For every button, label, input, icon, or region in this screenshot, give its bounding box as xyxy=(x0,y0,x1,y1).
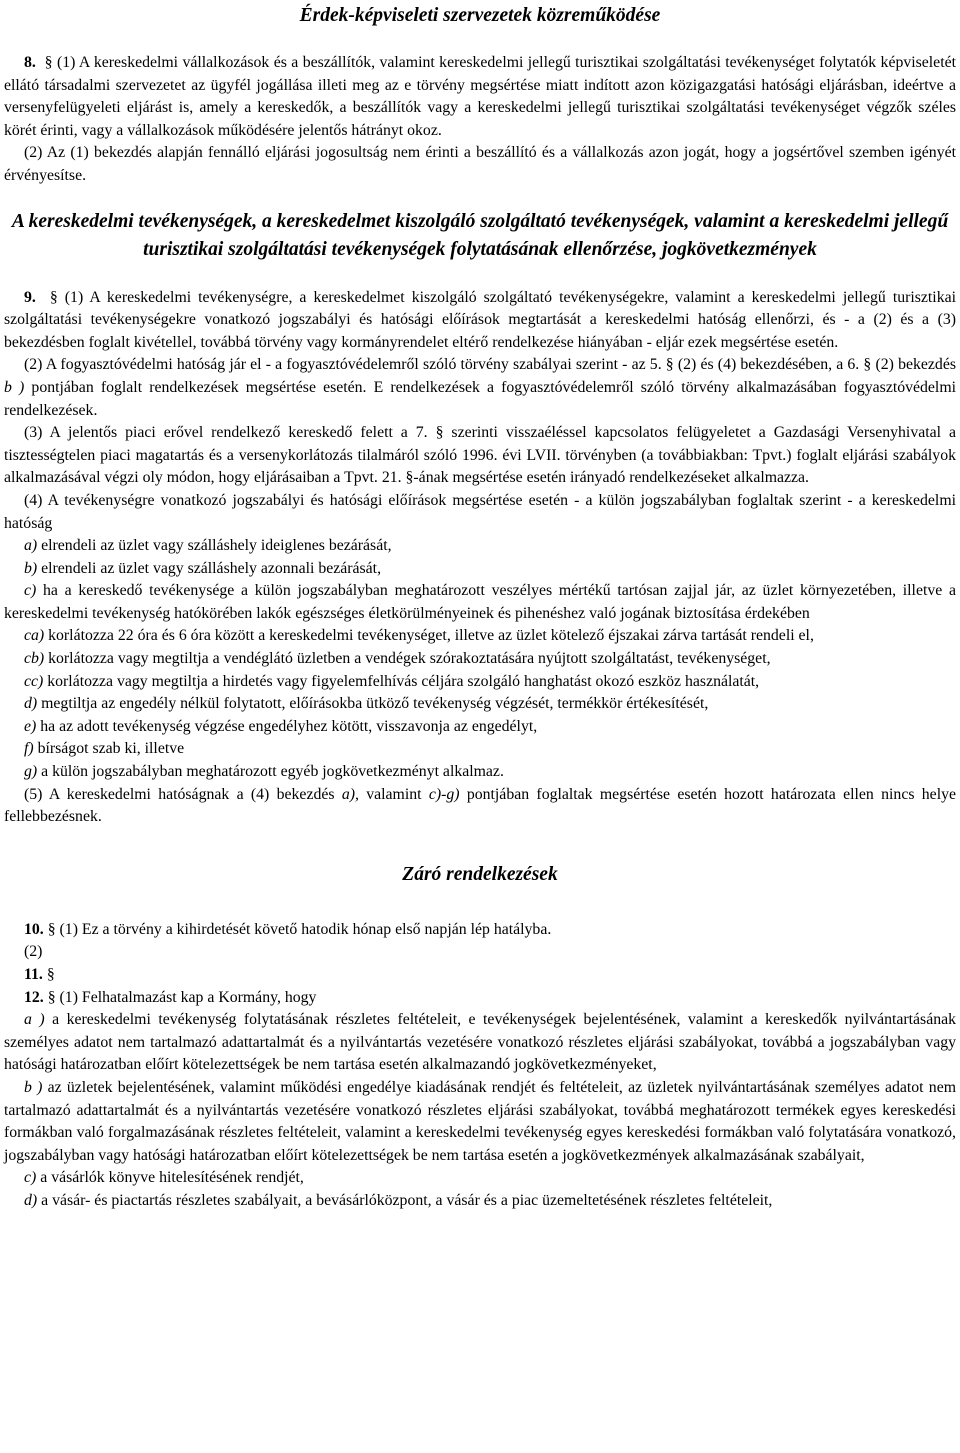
item-label: ca) xyxy=(24,627,45,645)
item-label: f) xyxy=(24,740,34,758)
s12-paragraph xyxy=(4,987,956,1010)
s8-paragraph-2: (2) Az (1) bekezdés alapján fennálló eljárási jogosultság nem érinti a beszállító és a vállalkozás azon jogát, hogy a jogsértővel szemben igényét érvényesítse. xyxy=(4,144,956,184)
s9-item xyxy=(4,580,956,625)
item-label: a) xyxy=(24,537,38,555)
s9-paragraph-1 xyxy=(4,287,956,355)
item-text: a vásár- és piactartás részletes szabályait, a bevásárlóközpont, a vásár és a piac üzemeltetésének részletes feltételeit, xyxy=(37,1191,773,1209)
s12-text: § (1) Felhatalmazást kap a Kormány, hogy xyxy=(43,988,317,1006)
s10-number: 10. xyxy=(24,920,44,938)
s9-p5-point-ref-cg: c)-g) xyxy=(428,785,460,803)
s9-p2-text-a: (2) A fogyasztóvédelmi hatóság jár el - a fogyasztóvédelemről szóló törvény szabályai szerint - az 5. § (2) és (4) bekezdésében, a 6. § (2) bekezdés xyxy=(24,356,956,374)
item-text: elrendeli az üzlet vagy szálláshely ideiglenes bezárását, xyxy=(37,537,392,555)
s8-number: 8. xyxy=(24,54,36,71)
s9-p2-point-ref: b ) xyxy=(4,378,25,396)
item-label: g) xyxy=(24,763,38,781)
item-text: ha a kereskedő tevékenysége a külön jogszabályban meghatározott veszélyes mértékű tartósan zajjal jár, az üzlet környezetében, illetve a kereskedelmi tevékenység hatókörében lakók egészséges életkörülményeinek és pihenéshez való jogának biztosítása érdekében xyxy=(4,582,956,622)
s9-p5-text-a: (5) A kereskedelmi hatóságnak a (4) bekezdés xyxy=(24,785,342,803)
item-text: korlátozza 22 óra és 6 óra között a kereskedelmi tevékenységet, illetve az üzlet kötelező éjszakai zárva tartását rendeli el, xyxy=(44,627,814,645)
s12-item xyxy=(4,1167,956,1190)
item-text: a vásárlók könyve hitelesítésének rendjét, xyxy=(36,1169,304,1187)
s10-paragraph-2: (2) xyxy=(24,943,43,961)
item-label: d) xyxy=(24,695,38,713)
section-heading-interest-representation: Érdek-képviseleti szervezetek közreműködése xyxy=(299,5,661,26)
s9-paragraph-4: (4) A tevékenységre vonatkozó jogszabályi és hatósági előírások megsértése esetén - a külön jogszabályban foglaltak szerint - a kereskedelmi hatóság xyxy=(4,491,956,532)
item-label: d) xyxy=(24,1191,38,1209)
s10-paragraph xyxy=(4,919,956,942)
item-label: b) xyxy=(24,559,38,577)
s8-paragraph-1 xyxy=(4,52,956,142)
s9-number: 9. xyxy=(24,288,36,306)
s9-item xyxy=(4,535,956,558)
section-heading-final-provisions: Záró rendelkezések xyxy=(402,863,558,885)
s9-item xyxy=(4,625,956,648)
s10-text: § (1) Ez a törvény a kihirdetését követő hatodik hónap első napján lép hatályba. xyxy=(43,920,552,938)
item-label: c) xyxy=(24,1169,37,1187)
s12-item xyxy=(4,1009,956,1077)
item-text: megtiltja az engedély nélkül folytatott, előírásokba ütköző tevékenység végzését, termékkör értékesítését, xyxy=(37,695,709,713)
item-text: korlátozza vagy megtiltja a vendéglátó üzletben a vendégek szórakoztatására nyújtott szolgáltatást, tevékenységet, xyxy=(44,650,771,668)
item-label: cc) xyxy=(24,672,44,690)
s12-item-list xyxy=(4,1009,956,1212)
s11-text: § xyxy=(42,966,55,983)
item-label: b ) xyxy=(24,1078,43,1096)
item-label: cb) xyxy=(24,650,45,668)
s9-paragraph-3: (3) A jelentős piaci erővel rendelkező kereskedő felett a 7. § szerinti visszaéléssel kapcsolatos felügyeletet a Gazdasági Versenyhivatal a tisztességtelen piaci magatartás és a versenykorlátozás tilalmáról szóló 1996. évi LVII. törvényben (a továbbiakban: Tpvt.) foglalt eljárási szabályok alkalmazásával végzi oly módon, hogy eljárásaiban a Tpvt. 21. §-ának megsértése esetén irányadó rendelkezéseket alkalmazza. xyxy=(4,424,956,487)
s9-item xyxy=(4,693,956,716)
item-label: e) xyxy=(24,717,37,735)
s9-item xyxy=(4,648,956,671)
s9-p5-text-e: pontjában foglaltak megsértése esetén hozott határozata ellen nincs helye fellebbezésnek. xyxy=(4,785,956,826)
item-text: a külön jogszabályban meghatározott egyéb jogkövetkezményt alkalmaz. xyxy=(37,763,504,781)
s9-item-list xyxy=(4,535,956,784)
s9-item xyxy=(4,671,956,694)
s9-p5-point-ref-a: a), xyxy=(341,785,359,803)
item-label: a ) xyxy=(24,1011,45,1029)
item-label: c) xyxy=(24,582,37,600)
s12-item xyxy=(4,1077,956,1167)
item-text: elrendeli az üzlet vagy szálláshely azonnali bezárását, xyxy=(37,559,382,577)
s9-item xyxy=(4,558,956,581)
s9-p2-text-c: pontjában foglalt rendelkezések megsértése esetén. E rendelkezések a fogyasztóvédelemről szóló törvény alkalmazásában fogyasztóvédelmi rendelkezések. xyxy=(4,378,956,419)
s9-p5-text-c: valamint xyxy=(358,785,429,803)
s9-paragraph-2 xyxy=(4,354,956,422)
s11-number: 11. xyxy=(24,966,43,983)
s9-item xyxy=(4,761,956,784)
item-text: az üzletek bejelentésének, valamint működési engedélye kiadásának rendjét és feltételeit, az üzletek nyilvántartásának személyes adatot nem tartalmazó adattartalmát és a nyilvántartás vezetésére vonatkozó részletes eljárási szabályokat, továbbá meghatározott termékek egyes kereskedési formákban való forgalmazásának részletes feltételeit, valamint a kereskedelmi tevékenység egyes kereskedési formákban való folytatására vonatkozó, jogszabályban vagy hatósági határozatban előírt kötelezettségek be nem tartása esetén a jogkövetkezmények alkalmazásának szabályait, xyxy=(4,1078,957,1164)
s9-paragraph-5 xyxy=(4,784,956,829)
section-heading-inspection: A kereskedelmi tevékenységek, a kereskedelmet kiszolgáló szolgáltató tevékenységek, valamint a kereskedelmi jellegű turisztikai szolgáltatási tevékenységek folytatásának ellenőrzése, jogkövetkezmények xyxy=(11,210,949,261)
item-text: bírságot szab ki, illetve xyxy=(33,740,185,758)
item-text: a kereskedelmi tevékenység folytatásának részletes feltételeit, e tevékenységek bejelentésének, valamint a kereskedők nyilvántartásának személyes adatot nem tartalmazó adattartalmát és a nyilvántartás vezetésére vonatkozó részletes eljárási szabályokat, továbbá a jogszabályban vagy hatósági határozatban előírt kötelezettségek be nem tartása esetén alkalmazandó jogkövetkezményeket, xyxy=(4,1011,957,1074)
s8-p1-text: § (1) A kereskedelmi vállalkozások és a beszállítók, valamint kereskedelmi jellegű turisztikai szolgáltatási tevékenységet folytatók képviseletét ellátó társadalmi szervezetet az ügyfél jogállása illeti meg az e törvény megsértése miatt indított azon közigazgatási hatósági eljárásban, ideértve a versenyfelügyeleti eljárást is, amely a kereskedők, a beszállítók vagy a kereskedelmi jellegű turisztikai szolgáltatási tevékenységet végzők széles körét érinti, vagy a vállalkozások működésére jelentős hátrányt okoz. xyxy=(4,54,956,139)
item-text: korlátozza vagy megtiltja a hirdetés vagy figyelemfelhívás céljára szolgáló hanghatást okozó eszköz használatát, xyxy=(43,672,760,690)
s9-item xyxy=(4,738,956,761)
s12-item xyxy=(4,1190,956,1213)
s12-number: 12. xyxy=(24,988,44,1006)
s9-p1-text: § (1) A kereskedelmi tevékenységre, a kereskedelmet kiszolgáló szolgáltató tevékenységekre, valamint a kereskedelmi jellegű turisztikai szolgáltatási tevékenységekre vonatkozó jogszabályi és hatósági előírások megtartását a kereskedelmi hatóság ellenőrzi, és - a (2) és a (3) bekezdésben foglalt kivétellel, továbbá törvény vagy kormányrendelet eltérő rendelkezése hiányában - eljár ezek megsértése esetén. xyxy=(4,288,956,351)
s9-item xyxy=(4,716,956,739)
s11-paragraph xyxy=(4,964,956,987)
item-text: ha az adott tevékenység végzése engedélyhez kötött, visszavonja az engedélyt, xyxy=(36,717,538,735)
